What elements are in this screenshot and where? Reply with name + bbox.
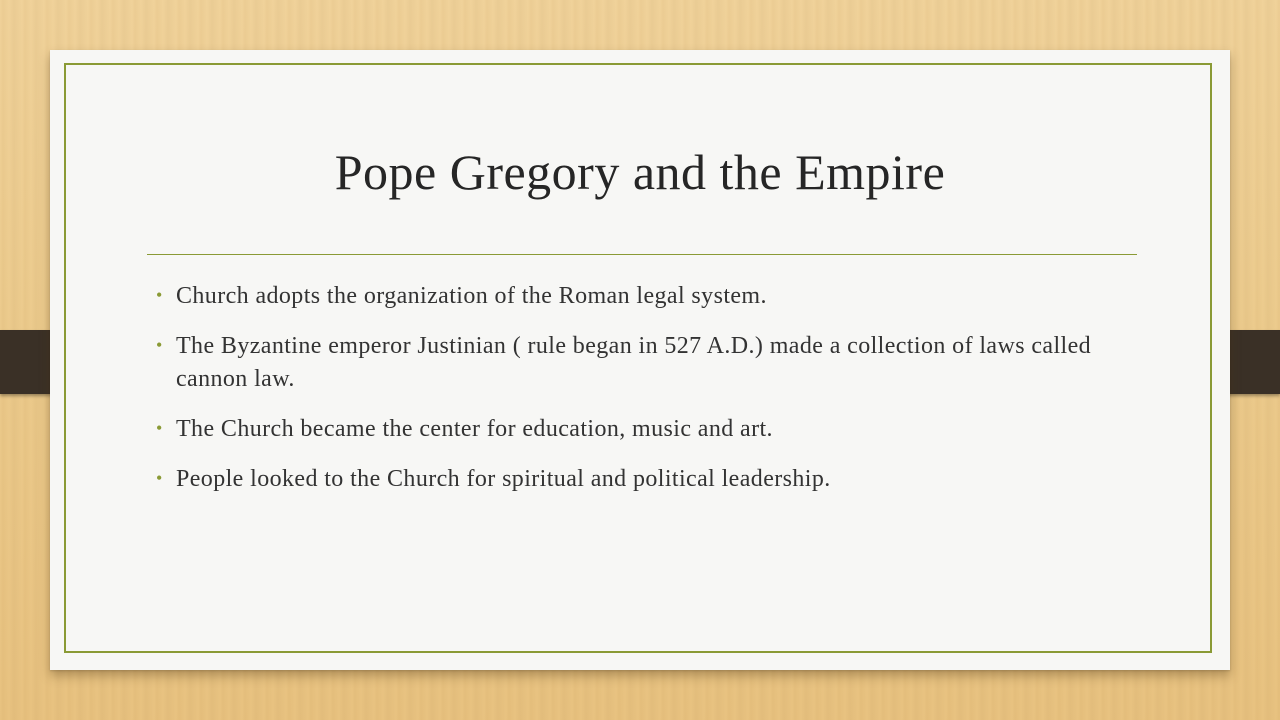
bullet-dot-icon: • — [156, 468, 163, 488]
bullet-text: The Byzantine emperor Justinian ( rule began in 527 A.D.) made a collection of laws called cannon law. — [176, 333, 1092, 392]
bullet-list — [156, 280, 1156, 513]
bullet-text: Church adopts the organization of the Roman legal system. — [176, 283, 767, 309]
bullet-dot-icon: • — [156, 335, 163, 355]
slide-title: Pope Gregory and the Empire — [334, 144, 946, 200]
bullet-item — [156, 463, 1156, 496]
slide-paper — [50, 50, 1230, 670]
title-divider — [147, 254, 1137, 255]
bullet-dot-icon: • — [156, 418, 163, 438]
bullet-item — [156, 330, 1156, 396]
bullet-dot-icon: • — [156, 285, 163, 305]
bullet-text: The Church became the center for education, music and art. — [176, 416, 773, 442]
bullet-item — [156, 280, 1156, 313]
bullet-text: People looked to the Church for spiritual and political leadership. — [176, 466, 831, 492]
bullet-item — [156, 413, 1156, 446]
